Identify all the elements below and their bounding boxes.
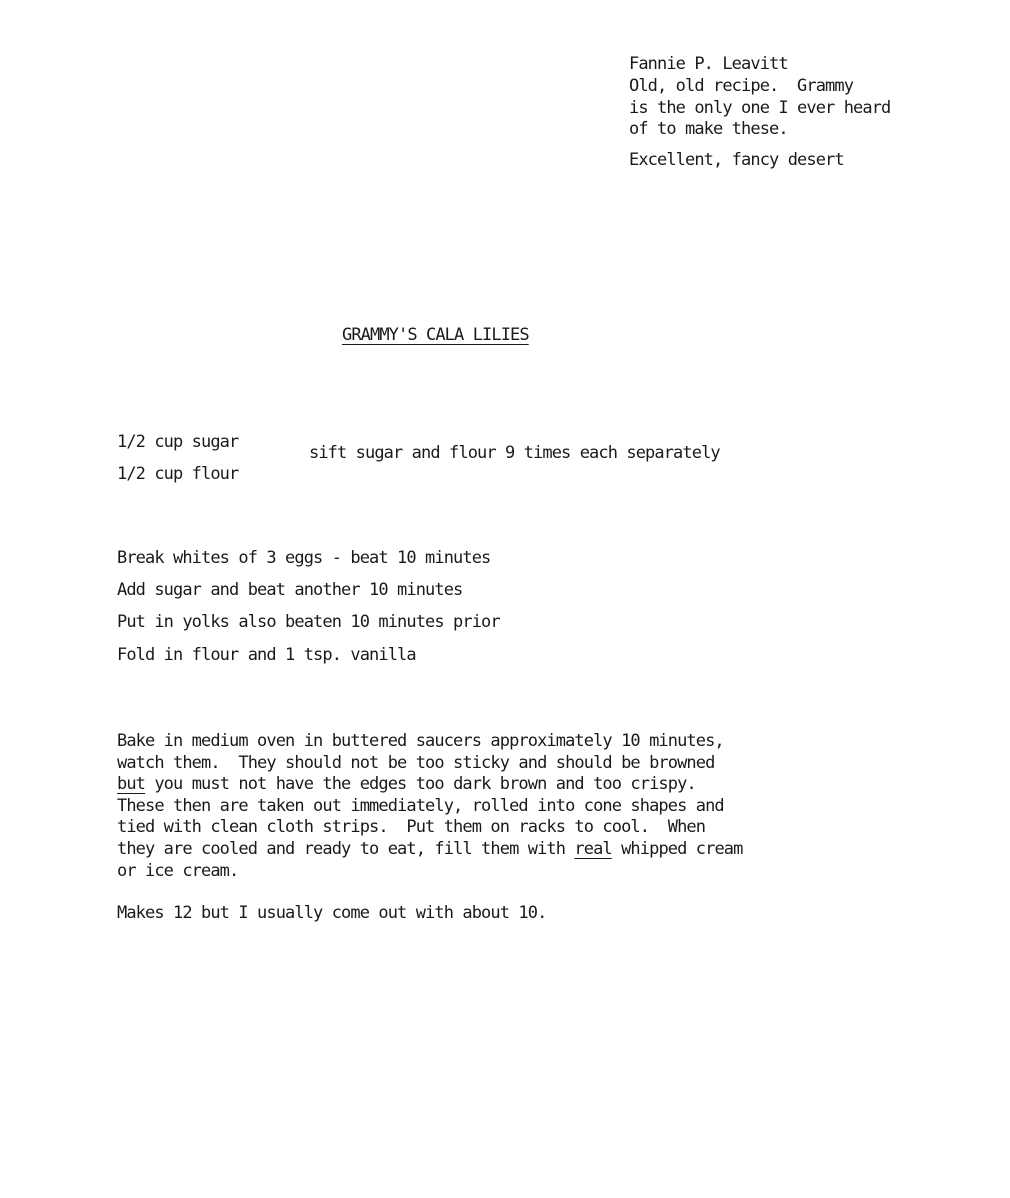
emphasis-but: but xyxy=(117,774,146,795)
step-line: Break whites of 3 eggs - beat 10 minutes xyxy=(117,548,491,568)
baking-line: tied with clean cloth strips. Put them on racks to cool. When xyxy=(117,817,706,838)
author-name: Fannie P. Leavitt xyxy=(629,54,788,74)
baking-line-text: they are cooled and ready to eat, fill them with xyxy=(117,838,575,859)
baking-line-text: you must not have the edges too dark brown and too crispy. xyxy=(145,774,696,795)
recipe-yield: Makes 12 but I usually come out with about 10. xyxy=(117,903,547,923)
author-note xyxy=(629,54,890,172)
step-line: Put in yolks also beaten 10 minutes prior xyxy=(117,612,500,632)
ingredient-instruction: sift sugar and flour 9 times each separately xyxy=(309,443,720,463)
baking-line: These then are taken out immediately, rolled into cone shapes and xyxy=(117,795,724,816)
baking-instructions xyxy=(117,731,742,882)
step-line: Add sugar and beat another 10 minutes xyxy=(117,580,463,600)
note-spacer xyxy=(629,141,890,150)
recipe-title: GRAMMY'S CALA LILIES xyxy=(342,325,529,345)
baking-line: or ice cream. xyxy=(117,860,239,881)
ingredient-flour: 1/2 cup flour xyxy=(117,464,239,484)
baking-line xyxy=(117,839,742,861)
note-line: is the only one I ever heard xyxy=(629,97,891,118)
note-remark: Excellent, fancy desert xyxy=(629,150,844,171)
step-line: Fold in flour and 1 tsp. vanilla xyxy=(117,645,416,665)
baking-line: Bake in medium oven in buttered saucers approximately 10 minutes, xyxy=(117,731,724,751)
ingredient-sugar: 1/2 cup sugar xyxy=(117,432,239,452)
emphasis-real: real xyxy=(574,838,612,859)
baking-line: watch them. They should not be too sticky and should be browned xyxy=(117,752,715,773)
note-line: Old, old recipe. Grammy xyxy=(629,75,854,96)
note-line: of to make these. xyxy=(629,119,788,140)
baking-line xyxy=(117,774,742,796)
baking-line-text: whipped cream xyxy=(611,838,743,859)
